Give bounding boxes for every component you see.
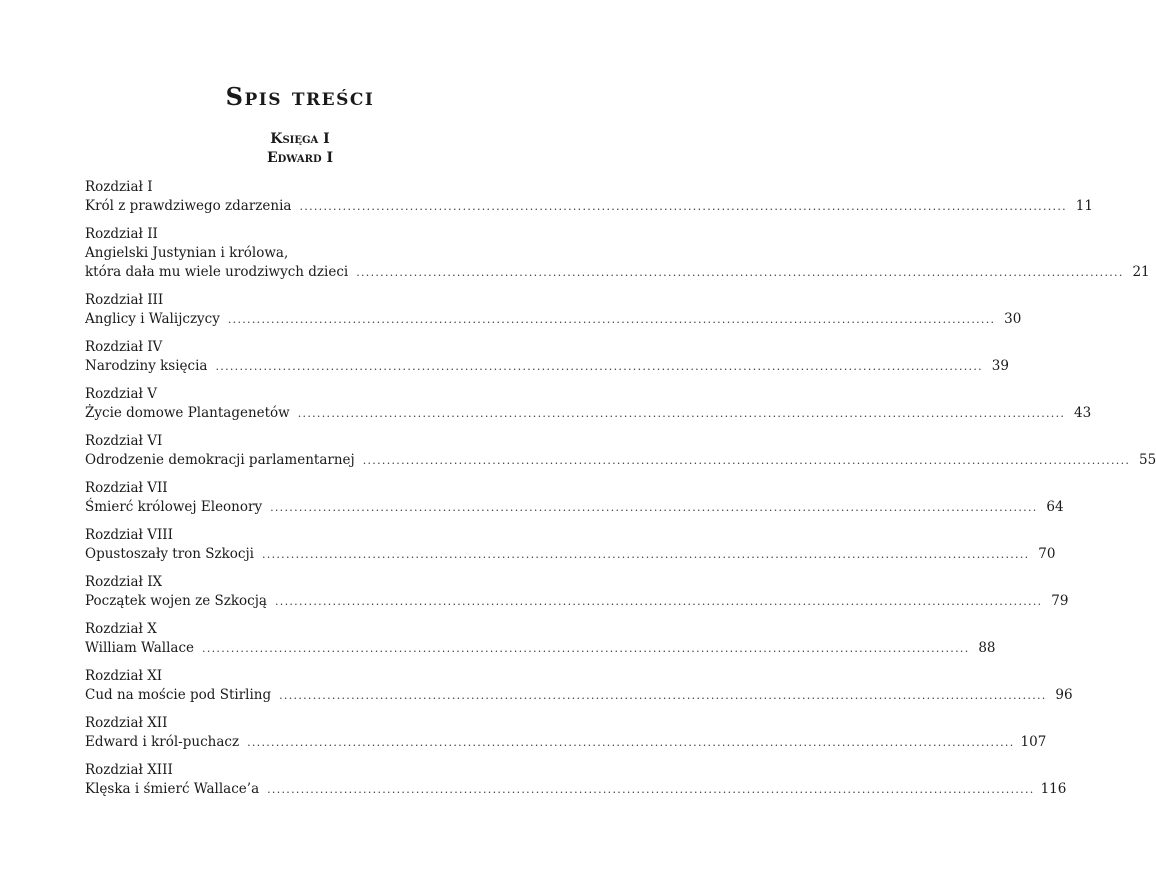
toc-entry (85, 178, 1093, 216)
chapter-label: Rozdział XI (85, 668, 163, 684)
table-of-contents (85, 178, 1156, 808)
toc-entry (85, 432, 1156, 470)
dot-leader: ................................................................................................................................................................ (362, 454, 1131, 467)
chapter-title: Śmierć królowej Eleonory (85, 499, 263, 515)
chapter-label: Rozdział XIII (85, 762, 173, 778)
chapter-line (85, 310, 1022, 329)
chapter-line (85, 545, 1056, 564)
dot-leader: ................................................................................................................................................................ (227, 313, 996, 326)
chapter-line (85, 639, 996, 658)
chapter-label: Rozdział IX (85, 574, 163, 590)
book-name: Edward I (266, 150, 334, 166)
dot-leader: ................................................................................................................................................................ (215, 360, 983, 373)
page-number: 107 (1020, 734, 1047, 750)
page-number: 116 (1040, 781, 1067, 797)
toc-entry (85, 291, 1022, 329)
chapter-line (85, 197, 1093, 216)
page-number: 79 (1051, 593, 1069, 609)
dot-leader: ................................................................................................................................................................ (297, 407, 1066, 420)
chapter-title: Anglicy i Walijczycy (85, 311, 220, 327)
chapter-label: Rozdział VIII (85, 527, 173, 543)
chapter-title: która dała mu wiele urodziwych dzieci (85, 264, 349, 280)
chapter-label: Rozdział III (85, 292, 164, 308)
chapter-line (85, 733, 1047, 752)
page-number: 21 (1132, 264, 1150, 280)
chapter-title: William Wallace (85, 640, 195, 656)
toc-entry (85, 385, 1092, 423)
chapter-title: Narodziny księcia (85, 358, 208, 374)
page-number: 88 (978, 640, 996, 656)
chapter-line (85, 498, 1064, 517)
chapter-line (85, 451, 1156, 470)
dot-leader: ................................................................................................................................................................ (202, 642, 970, 655)
toc-entry (85, 667, 1073, 705)
dot-leader: ................................................................................................................................................................ (279, 689, 1047, 702)
dot-leader: ................................................................................................................................................................ (274, 595, 1043, 608)
chapter-line (85, 592, 1069, 611)
chapter-title: Odrodzenie demokracji parlamentarnej (85, 452, 355, 468)
chapter-line (85, 263, 1150, 282)
book-label: Księga I (270, 131, 330, 147)
chapter-title: Klęska i śmierć Wallace’a (85, 781, 260, 797)
page-number: 43 (1074, 405, 1092, 421)
chapter-label: Rozdział I (85, 179, 153, 195)
page-number: 96 (1055, 687, 1073, 703)
page-number: 11 (1075, 198, 1093, 214)
chapter-title: Życie domowe Plantagenetów (85, 405, 290, 421)
dot-leader: ................................................................................................................................................................ (270, 501, 1038, 514)
dot-leader: ................................................................................................................................................................ (356, 266, 1124, 279)
page-number: 55 (1138, 452, 1156, 468)
chapter-title: Początek wojen ze Szkocją (85, 593, 267, 609)
toc-entry (85, 225, 1150, 282)
page-number: 70 (1038, 546, 1056, 562)
chapter-label: Rozdział XII (85, 715, 168, 731)
book-heading (0, 130, 600, 168)
chapter-label: Rozdział II (85, 226, 158, 242)
toc-entry (85, 479, 1064, 517)
chapter-label: Rozdział IV (85, 339, 163, 355)
chapter-title: Edward i król-puchacz (85, 734, 240, 750)
toc-entry (85, 761, 1067, 799)
chapter-title: Król z prawdziwego zdarzenia (85, 198, 292, 214)
dot-leader: ................................................................................................................................................................ (262, 548, 1030, 561)
page-number: 39 (991, 358, 1009, 374)
dot-leader: ................................................................................................................................................................ (247, 736, 1015, 749)
chapter-line (85, 686, 1073, 705)
page-number: 30 (1004, 311, 1022, 327)
chapter-line (85, 780, 1067, 799)
chapter-title: Opustoszały tron Szkocji (85, 546, 254, 562)
chapter-label: Rozdział VI (85, 433, 163, 449)
chapter-label: Rozdział VII (85, 480, 168, 496)
chapter-line (85, 357, 1009, 376)
toc-entry (85, 573, 1069, 611)
chapter-title: Cud na moście pod Stirling (85, 687, 272, 703)
dot-leader: ................................................................................................................................................................ (299, 200, 1067, 213)
page-number: 64 (1046, 499, 1064, 515)
page-title: Spis treści (225, 82, 375, 111)
toc-entry (85, 338, 1009, 376)
chapter-title-line: Angielski Justynian i królowa, (85, 245, 289, 261)
toc-entry (85, 620, 996, 658)
chapter-line (85, 404, 1092, 423)
toc-entry (85, 714, 1047, 752)
dot-leader: ................................................................................................................................................................ (267, 783, 1035, 796)
toc-entry (85, 526, 1056, 564)
chapter-label: Rozdział V (85, 386, 157, 402)
chapter-label: Rozdział X (85, 621, 157, 637)
